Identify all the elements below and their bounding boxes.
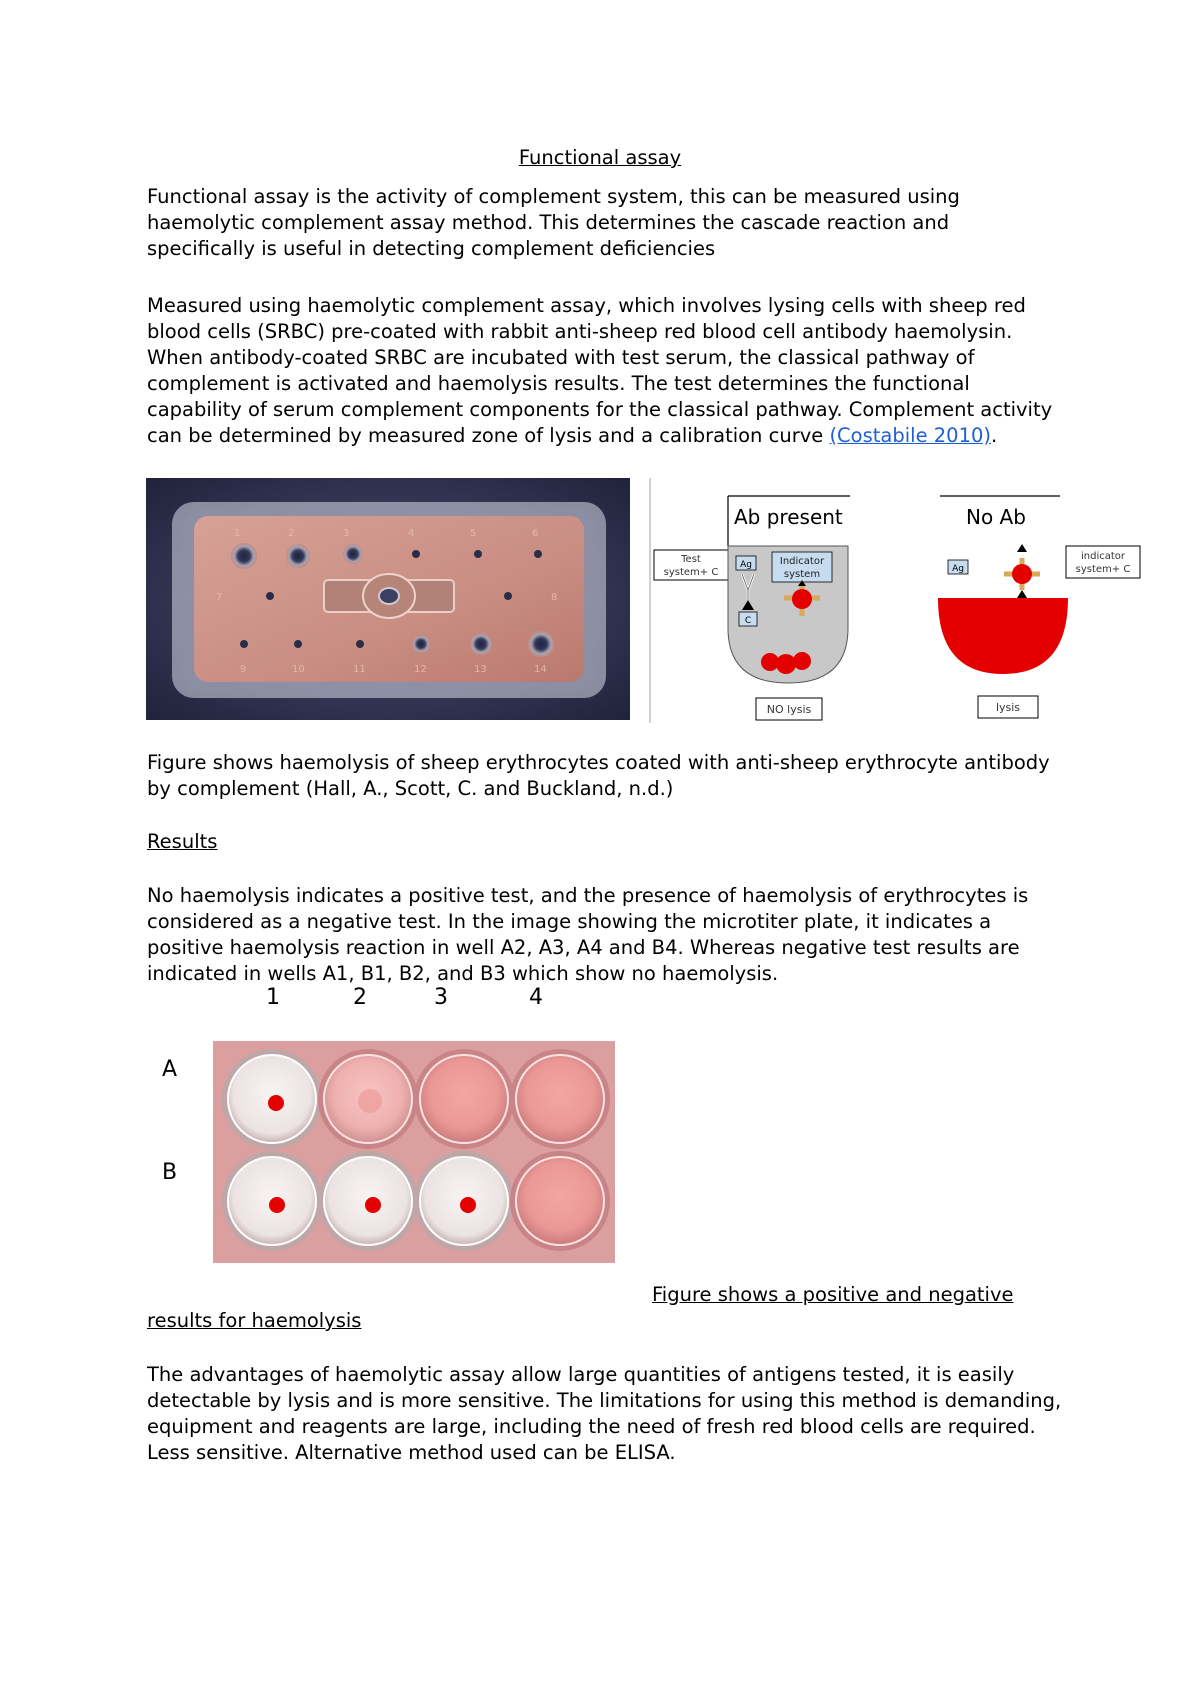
plate-number: 13: [474, 664, 487, 675]
well-small: [412, 550, 420, 558]
microtiter-figure: [145, 985, 625, 1265]
text-line: by complement (Hall, A., Scott, C. and Buckland, n.d.): [147, 777, 674, 800]
row-label: B: [162, 1160, 178, 1185]
column-label: 3: [434, 985, 448, 1010]
plate-number: 6: [532, 528, 539, 539]
well-B2: [318, 1151, 418, 1251]
well-A2: [318, 1049, 418, 1149]
intro-paragraph: [147, 184, 1067, 262]
well-small: [534, 550, 542, 558]
figure-caption: results for haemolysis: [147, 1309, 362, 1332]
text-span: .: [991, 424, 998, 447]
ag-label: Ag: [952, 564, 964, 574]
text-line: considered as a negative test. In the image showing the microtiter plate, it indicates a: [147, 910, 992, 933]
citation-link[interactable]: (Costabile 2010): [829, 424, 992, 447]
ag-label: Ag: [740, 560, 752, 570]
column-label: 1: [266, 985, 280, 1010]
indicator-label: system+ C: [1075, 564, 1131, 575]
plate-number: 7: [216, 592, 223, 603]
text-line: Figure shows haemolysis of sheep erythrocytes coated with anti-sheep erythrocyte antibody: [147, 751, 1050, 774]
plate-number: 4: [408, 528, 415, 539]
text-line: The advantages of haemolytic assay allow large quantities of antigens tested, it is easily: [147, 1363, 1015, 1386]
well-small: [266, 592, 274, 600]
well-small: [240, 640, 248, 648]
plate-number: 11: [353, 664, 366, 675]
erythrocyte-icon: [776, 654, 796, 674]
test-system-label: system+ C: [663, 567, 719, 578]
well-large: [470, 633, 492, 655]
plate-number: 10: [292, 664, 305, 675]
plate-number: 14: [534, 664, 547, 675]
well-A1: [222, 1049, 322, 1149]
text-line: Less sensitive. Alternative method used can be ELISA.: [147, 1441, 676, 1464]
well-large: [286, 544, 310, 568]
well-large: [343, 544, 363, 564]
well-B3: [414, 1151, 514, 1251]
text-line: equipment and reagents are large, including the need of fresh red blood cells are required.: [147, 1415, 1036, 1438]
results-heading: Results: [147, 830, 218, 853]
well-large: [528, 631, 554, 657]
no-lysis-label: NO lysis: [766, 703, 812, 716]
results-paragraph: [147, 883, 1067, 987]
text-line: positive haemolysis reaction in well A2, A3, A4 and B4. Whereas negative test results are: [147, 936, 1020, 959]
well-large: [412, 635, 430, 653]
plate-number: 8: [551, 592, 558, 603]
page-title: Functional assay: [518, 146, 682, 169]
text-line: indicated in wells A1, B1, B2, and B3 which show no haemolysis.: [147, 962, 779, 985]
plate-number: 5: [470, 528, 477, 539]
c-label: C: [744, 616, 752, 626]
test-system-label: Test: [681, 554, 701, 565]
well-B1: [222, 1151, 322, 1251]
well-small: [474, 550, 482, 558]
figure-caption: Figure shows a positive and negative: [652, 1283, 1014, 1306]
well-large: [231, 543, 257, 569]
well-A4: [510, 1049, 610, 1149]
lysis-container: [938, 598, 1068, 674]
text-line: detectable by lysis and is more sensitive. The limitations for using this method is demanding,: [147, 1389, 1062, 1412]
ab-present-label: Ab present: [734, 505, 843, 529]
column-label: 2: [353, 985, 367, 1010]
microtiter-plate-photo: [213, 1041, 615, 1263]
complement-diagram: [648, 478, 1146, 723]
lysis-label: lysis: [995, 701, 1021, 714]
text-line: specifically is useful in detecting complement deficiencies: [147, 237, 716, 260]
no-ab-label: No Ab: [966, 505, 1026, 529]
text-line: [147, 423, 1067, 449]
advantages-paragraph: [147, 1362, 1067, 1466]
indicator-label: system: [783, 569, 821, 580]
centre-well: [379, 588, 399, 604]
text-span: can be determined by measured zone of lysis and a calibration curve: [147, 424, 830, 447]
column-label: 4: [529, 985, 543, 1010]
well-B4: [510, 1151, 610, 1251]
text-line: capability of serum complement components for the classical pathway. Complement activity: [147, 398, 1053, 421]
plate-number: 12: [414, 664, 427, 675]
text-line: Functional assay is the activity of complement system, this can be measured using: [147, 185, 960, 208]
indicator-label: Indicator: [779, 556, 825, 567]
coated-erythrocyte-icon: [1004, 544, 1040, 598]
agar-plate-photo: [146, 478, 630, 720]
text-line: haemolytic complement assay method. This determines the cascade reaction and: [147, 211, 950, 234]
text-line: complement is activated and haemolysis results. The test determines the functional: [147, 372, 970, 395]
well-small: [356, 640, 364, 648]
method-paragraph: [147, 293, 1067, 449]
well-small: [294, 640, 302, 648]
indicator-label: indicator: [1080, 551, 1126, 562]
plate-number: 3: [343, 528, 350, 539]
row-label: A: [162, 1057, 178, 1082]
text-line: blood cells (SRBC) pre-coated with rabbit anti-sheep red blood cell antibody haemolysin.: [147, 320, 1013, 343]
well-A3: [414, 1049, 514, 1149]
plate-number: 1: [234, 528, 241, 539]
text-line: Measured using haemolytic complement assay, which involves lysing cells with sheep red: [147, 294, 1026, 317]
text-line: No haemolysis indicates a positive test, and the presence of haemolysis of erythrocytes is: [147, 884, 1029, 907]
plate-number: 2: [288, 528, 295, 539]
text-line: When antibody-coated SRBC are incubated with test serum, the classical pathway of: [147, 346, 975, 369]
well-small: [504, 592, 512, 600]
plate-number: 9: [240, 664, 247, 675]
figure-caption: [147, 750, 1067, 802]
erythrocyte-icon: [793, 652, 811, 670]
